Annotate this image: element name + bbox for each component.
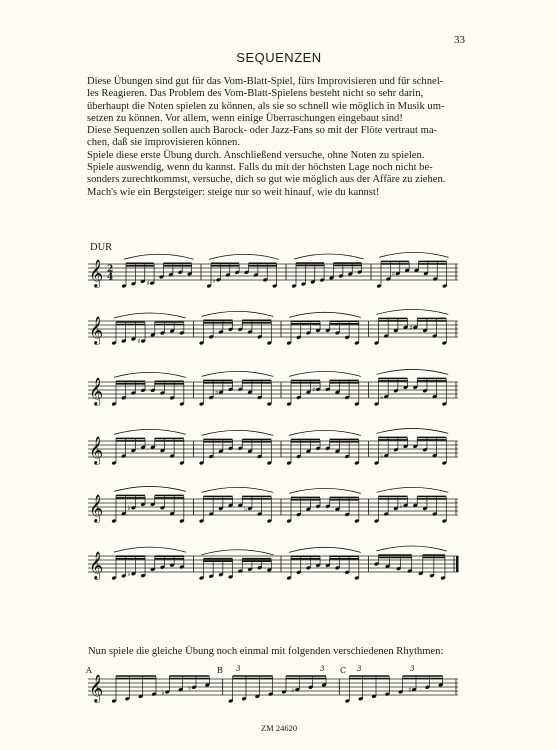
flat-icon: ♭ — [399, 501, 403, 510]
publisher-code: ZM 24620 — [260, 723, 298, 733]
music-staff-2 — [0, 307, 558, 357]
slur — [114, 547, 186, 552]
slur — [202, 550, 274, 555]
page-number: 33 — [454, 34, 465, 46]
slur — [202, 430, 274, 435]
music-staff-5 — [0, 485, 558, 535]
intro-line: chen, daß sie improvisieren können. — [87, 137, 240, 149]
rhythm-staff — [0, 665, 558, 715]
rhythm-label-a: A — [86, 666, 92, 675]
sharp-icon: ♯ — [391, 269, 396, 278]
rhythm-label-c: C — [340, 666, 347, 675]
sharp-icon: ♯ — [146, 279, 150, 288]
flat-icon: ♭ — [127, 570, 131, 579]
slur — [289, 488, 361, 493]
triplet-mark: 3 — [357, 665, 362, 673]
slur — [377, 309, 449, 314]
treble-clef-icon: 𝄞 — [89, 551, 104, 579]
slur — [202, 311, 274, 316]
slur — [289, 371, 361, 376]
flat-icon: ♭ — [243, 504, 248, 513]
treble-clef-icon: 𝄞 — [89, 436, 104, 464]
slur — [289, 312, 361, 317]
staff-lines — [88, 441, 458, 457]
slur — [377, 428, 449, 433]
time-signature-top: 2 — [107, 264, 114, 275]
music-staff-3 — [0, 368, 558, 418]
treble-clef-icon: 𝄞 — [89, 316, 104, 344]
flat-icon: ♭ — [212, 276, 216, 285]
intro-line: Spiele auswendig, wenn du kannst. Falls du mit der höchsten Lage noch nicht be- — [87, 162, 433, 174]
intro-line: setzen zu können. Vor allem, wenn einige Überraschungen eingebaut sind! — [87, 112, 403, 124]
slur — [202, 487, 274, 492]
intro-line: Diese Sequenzen sollen auch Barock- oder Jazz-Fans so mit der Flöte vertraut ma- — [87, 125, 438, 137]
sharp-icon: ♯ — [409, 323, 413, 332]
slur — [124, 254, 194, 259]
intro-line: les Reagieren. Das Problem des Vom-Blatt-Spielens besteht nicht so sehr darin, — [87, 88, 424, 100]
music-staff-4 — [0, 427, 558, 477]
sharp-icon: ♯ — [408, 686, 412, 695]
triplet-mark: 3 — [236, 665, 241, 673]
rhythm-instruction: Nun spiele die gleiche Übung noch einmal mit folgenden verschiedenen Rhythmen: — [88, 646, 444, 657]
slur — [114, 429, 186, 434]
treble-clef-icon: 𝄞 — [89, 377, 104, 405]
slur — [377, 546, 447, 551]
sharp-icon: ♯ — [312, 385, 316, 394]
page-title: SEQUENZEN — [236, 50, 322, 65]
treble-clef-icon: 𝄞 — [89, 494, 104, 522]
flat-icon: ♭ — [380, 452, 384, 461]
slur — [289, 430, 361, 435]
music-staff-1 — [0, 250, 558, 300]
flat-icon: ♭ — [188, 683, 192, 692]
sharp-icon: ♯ — [214, 388, 219, 397]
section-label-dur: DUR — [90, 242, 113, 253]
slur — [377, 369, 449, 374]
intro-line: Spiele diese erste Übung durch. Anschließend versuche, ohne Noten zu spielen. — [87, 149, 425, 161]
intro-line: sonders zurechtkommst, versuche, dich so gut wie möglich aus der Affäre zu ziehen. — [87, 174, 446, 186]
sharp-icon: ♯ — [137, 337, 141, 346]
triplet-mark: 3 — [410, 665, 415, 673]
flat-icon: ♭ — [380, 393, 384, 402]
time-signature-bottom: 4 — [107, 272, 114, 283]
slur — [289, 547, 361, 552]
intro-line: überhaupt die Noten spielen zu können, als sie so schnell wie möglich in Musik um- — [87, 100, 445, 112]
intro-text — [87, 76, 459, 199]
music-staff-6 — [0, 542, 558, 592]
slur — [114, 313, 186, 318]
final-barline-thick — [456, 556, 459, 572]
flat-icon: ♭ — [161, 688, 165, 697]
slur — [379, 252, 449, 257]
intro-line: Diese Übungen sind gut für das Vom-Blatt-Spiel, fürs Improvisieren und für schnel- — [87, 76, 444, 87]
slur — [202, 371, 274, 376]
staff-lines — [88, 321, 458, 337]
flat-icon: ♭ — [291, 686, 295, 695]
treble-clef-icon: 𝄞 — [89, 674, 104, 702]
triplet-mark: 3 — [320, 665, 325, 673]
treble-clef-icon: 𝄞 — [89, 259, 104, 287]
slur — [209, 254, 279, 259]
slur — [377, 487, 449, 492]
slur — [114, 372, 186, 377]
slur — [114, 486, 186, 491]
slur — [294, 254, 364, 259]
flat-icon: ♭ — [127, 504, 131, 513]
intro-line: Mach's wie ein Bergsteiger: steige nur so weit hinauf, wie du kannst! — [87, 186, 380, 198]
rhythm-label-b: B — [217, 666, 223, 675]
